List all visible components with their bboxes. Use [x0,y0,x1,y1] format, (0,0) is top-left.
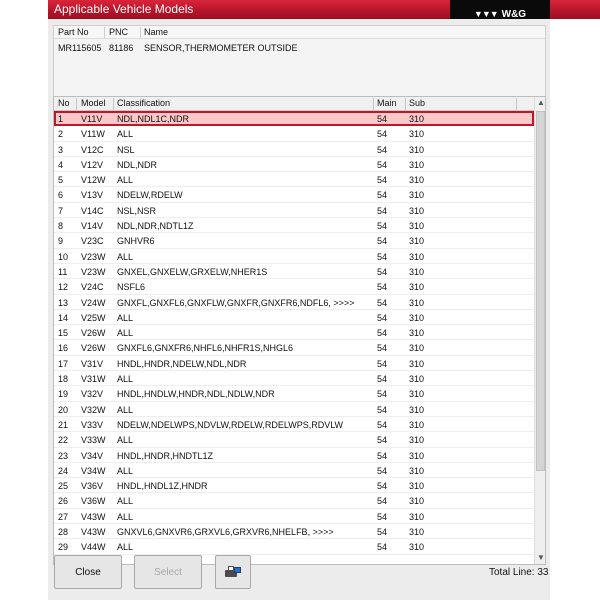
row-main: 54 [377,511,388,522]
row-main: 54 [377,481,388,492]
row-no: 7 [58,205,64,216]
arrow-up-icon[interactable]: ▲ [537,98,545,107]
table-body [54,111,534,555]
table-row[interactable] [54,463,534,478]
part-no-value: MR115605 [58,43,102,53]
row-sub: 310 [409,221,425,232]
row-model: V12C [81,144,104,155]
row-main: 54 [377,343,388,354]
row-model: V13V [81,190,104,201]
row-main: 54 [377,358,388,369]
row-classification: NDELW,NDELWPS,NDVLW,RDELW,RDELWPS,RDVLW [117,419,344,430]
row-no: 11 [58,266,68,277]
row-model: V34W [81,465,106,476]
table-row[interactable] [54,233,534,248]
row-no: 18 [58,374,69,385]
row-sub: 310 [409,527,425,538]
row-main: 54 [377,419,388,430]
column-divider [104,27,105,38]
table-row[interactable] [54,187,534,202]
row-classification: GNXVL6,GNXVR6,GRXVL6,GRXVR6,NHELFB, >>>> [117,527,334,538]
row-main: 54 [377,404,388,415]
row-model: V33V [81,419,104,430]
row-sub: 310 [409,496,425,507]
row-classification: GNXFL6,GNXFR6,NHFL6,NHFR1S,NHGL6 [117,343,294,354]
part-info-row[interactable] [54,42,545,55]
row-sub: 310 [409,435,425,446]
row-main: 54 [377,144,388,155]
row-no: 6 [58,190,64,201]
row-no: 27 [58,511,69,522]
row-model: V11W [81,129,105,140]
row-no: 23 [58,450,69,461]
arrow-down-icon[interactable]: ▼ [537,553,545,562]
row-sub: 310 [409,374,425,385]
col-no-header[interactable]: No [58,98,70,108]
row-no: 22 [58,435,69,446]
row-no: 16 [58,343,69,354]
name-value: SENSOR,THERMOMETER OUTSIDE [144,43,298,53]
table-row[interactable] [54,264,534,279]
column-divider[interactable] [76,98,77,110]
row-no: 13 [58,297,69,308]
col-main-header[interactable]: Main [377,98,397,108]
row-model: V33W [81,435,106,446]
pnc-value: 81186 [109,43,134,53]
row-model: V14V [81,221,104,232]
table-row[interactable] [54,218,534,233]
row-main: 54 [377,297,388,308]
row-model: V32V [81,389,104,400]
row-no: 29 [58,542,69,553]
row-sub: 310 [409,205,425,216]
row-model: V31W [81,374,106,385]
row-main: 54 [377,221,388,232]
row-sub: 310 [409,419,425,430]
row-classification: NDL,NDR [117,159,158,170]
row-main: 54 [377,159,388,170]
row-classification: ALL [117,465,134,476]
row-model: V12V [81,159,104,170]
table-row[interactable] [54,325,534,340]
wg-logo-icon: ▼▼▼ [473,9,498,19]
row-no: 14 [58,312,69,323]
row-classification: ALL [117,404,134,415]
table-row[interactable] [54,126,534,141]
row-no: 25 [58,481,69,492]
row-main: 54 [377,282,388,293]
row-classification: GNXEL,GNXELW,GRXELW,NHER1S [117,266,268,277]
table-row[interactable] [54,203,534,218]
table-row[interactable] [54,524,534,539]
row-sub: 310 [409,404,425,415]
row-model: V23W [81,266,106,277]
name-header: Name [144,27,169,37]
row-main: 54 [377,175,388,186]
row-model: V14C [81,205,104,216]
row-no: 4 [58,159,64,170]
row-model: V11V [81,114,103,124]
brand-name: W&G [501,8,527,20]
row-main: 54 [377,129,388,140]
column-divider[interactable] [516,98,517,110]
printer-icon [225,566,241,578]
row-main: 54 [377,435,388,446]
row-sub: 310 [409,312,425,323]
close-button[interactable]: Close [54,555,122,589]
row-sub: 310 [409,465,425,476]
row-classification: ALL [117,129,134,140]
row-no: 8 [58,221,64,232]
row-sub: 310 [409,129,425,140]
row-model: V25W [81,312,106,323]
row-classification: NDELW,RDELW [117,190,183,201]
row-model: V34V [81,450,104,461]
row-main: 54 [377,266,388,277]
table-header [54,97,534,111]
row-sub: 310 [409,450,425,461]
table-row[interactable] [54,432,534,447]
row-model: V36V [81,481,104,492]
row-model: V26W [81,343,106,354]
row-no: 26 [58,496,69,507]
table-row[interactable] [54,142,534,157]
row-main: 54 [377,465,388,476]
row-main: 54 [377,374,388,385]
row-classification: HNDL,HNDL1Z,HNDR [117,481,208,492]
row-main: 54 [377,527,388,538]
dialog-body [48,19,550,600]
vertical-scrollbar[interactable] [534,97,546,564]
scrollbar-thumb[interactable] [536,111,545,471]
table-row[interactable] [54,371,534,386]
row-no: 10 [58,251,69,262]
row-classification: GNHVR6 [117,236,155,247]
row-no: 21 [58,419,69,430]
row-classification: NSFL6 [117,282,146,293]
table-row[interactable] [54,310,534,325]
table-row[interactable] [54,509,534,524]
row-classification: NSL [117,144,135,155]
row-model: V23W [81,251,106,262]
row-main: 54 [377,389,388,400]
row-classification: ALL [117,175,134,186]
column-divider[interactable] [405,98,406,110]
table-row[interactable] [54,478,534,493]
column-divider [140,27,141,38]
row-classification: ALL [117,328,134,339]
row-no: 15 [58,328,69,339]
row-model: V26W [81,328,106,339]
row-classification: NDL,NDR,NDTL1Z [117,221,194,232]
row-no: 24 [58,465,69,476]
row-model: V24C [81,282,104,293]
row-classification: HNDL,HNDR,HNDTL1Z [117,450,214,461]
row-main: 54 [377,251,388,262]
table-row[interactable] [54,417,534,432]
row-no: 3 [58,144,64,155]
row-sub: 310 [409,190,425,201]
row-no: 12 [58,282,69,293]
row-sub: 310 [409,144,425,155]
row-sub: 310 [409,389,425,400]
pnc-header: PNC [109,27,129,37]
row-main: 54 [377,190,388,201]
row-sub: 310 [409,542,425,553]
row-classification: NDL,NDL1C,NDR [117,114,190,124]
row-sub: 310 [409,481,425,492]
row-sub: 310 [409,251,425,262]
row-model: V32W [81,404,106,415]
part-info-header [54,26,545,39]
print-button[interactable] [215,555,251,589]
table-row-selected[interactable] [54,111,534,126]
row-no: 2 [58,129,64,140]
row-sub: 310 [409,175,425,186]
row-no: 5 [58,175,64,186]
row-sub: 310 [409,511,425,522]
window-title: Applicable Vehicle Models [54,2,194,16]
row-sub: 310 [409,282,425,293]
row-classification: ALL [117,496,134,507]
row-classification: ALL [117,435,134,446]
row-main: 54 [377,312,388,323]
column-divider[interactable] [113,98,114,110]
column-divider[interactable] [373,98,374,110]
row-classification: GNXFL,GNXFL6,GNXFLW,GNXFR,GNXFR6,NDFL6, >>>> [117,297,355,308]
row-model: V44W [81,542,106,553]
row-no: 17 [58,358,69,369]
row-classification: HNDL,HNDR,NDELW,NDL,NDR [117,358,247,369]
row-sub: 310 [409,343,425,354]
row-no: 1 [58,114,64,124]
row-no: 19 [58,389,69,400]
row-main: 54 [377,236,388,247]
row-sub: 310 [409,266,425,277]
row-main: 54 [377,496,388,507]
select-button[interactable]: Select [134,555,202,589]
row-main: 54 [377,542,388,553]
row-model: V31V [81,358,104,369]
row-classification: ALL [117,511,134,522]
table-row[interactable] [54,249,534,264]
row-model: V24W [81,297,106,308]
row-classification: ALL [117,374,134,385]
table-row[interactable] [54,295,534,310]
row-main: 54 [377,205,388,216]
row-sub: 310 [409,297,425,308]
row-sub: 310 [409,114,425,124]
vehicle-models-table [53,96,546,565]
row-model: V43W [81,511,106,522]
table-row[interactable] [54,493,534,508]
table-row[interactable] [54,279,534,294]
row-classification: ALL [117,312,134,323]
row-classification: ALL [117,251,134,262]
col-model-header[interactable]: Model [81,98,106,108]
table-row[interactable] [54,539,534,554]
row-model: V43W [81,527,106,538]
table-row[interactable] [54,448,534,463]
row-classification: ALL [117,542,134,553]
col-classification-header[interactable]: Classification [117,98,171,108]
row-classification: HNDL,HNDLW,HNDR,NDL,NDLW,NDR [117,389,275,400]
row-model: V23C [81,236,104,247]
row-model: V36W [81,496,106,507]
row-classification: NSL,NSR [117,205,157,216]
row-main: 54 [377,450,388,461]
row-main: 54 [377,114,388,124]
row-sub: 310 [409,358,425,369]
table-row[interactable] [54,356,534,371]
row-sub: 310 [409,236,425,247]
row-no: 20 [58,404,69,415]
table-row[interactable] [54,340,534,355]
row-main: 54 [377,328,388,339]
table-row[interactable] [54,172,534,187]
row-model: V12W [81,175,106,186]
col-sub-header[interactable]: Sub [409,98,426,108]
part-no-header: Part No [58,27,89,37]
row-no: 9 [58,236,64,247]
row-no: 28 [58,527,69,538]
part-info-panel [53,25,546,99]
row-sub: 310 [409,159,425,170]
total-line-count: Total Line: 33 [489,567,549,578]
row-sub: 310 [409,328,425,339]
table-row[interactable] [54,402,534,417]
table-row[interactable] [54,386,534,401]
table-row[interactable] [54,157,534,172]
